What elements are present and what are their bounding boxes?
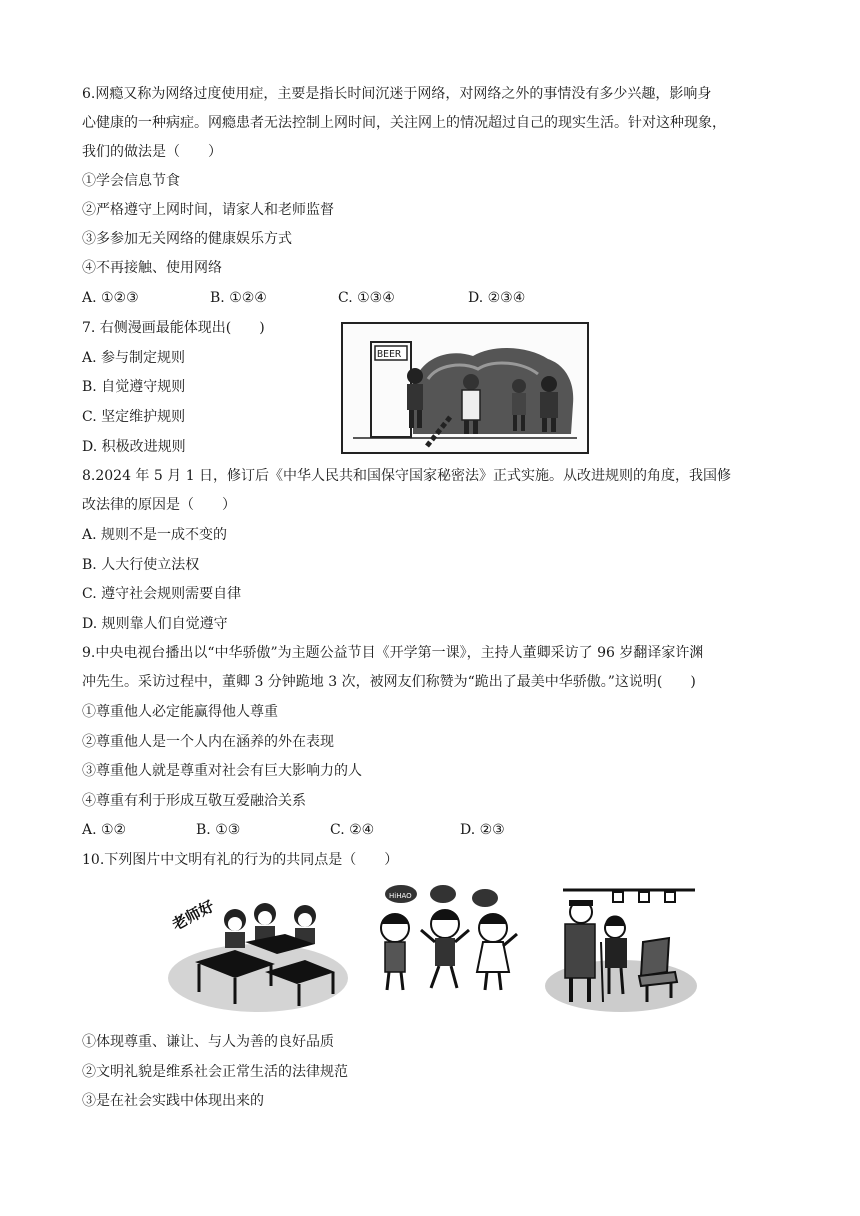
q9-stem-line-2: 冲先生。采访过程中，董卿 3 分钟跪地 3 次，被网友们称赞为“跪出了最美中华骄傲。”这说明( ) xyxy=(82,674,696,690)
q6-item-2: ②严格遵守上网时间，请家人和老师监督 xyxy=(82,202,334,218)
q6-item-4: ④不再接触、使用网络 xyxy=(82,260,222,276)
q8-option-a[interactable]: A. 规则不是一成不变的 xyxy=(82,527,228,543)
q6-option-d[interactable]: D. ②③④ xyxy=(468,290,526,306)
q9-item-4: ④尊重有利于形成互敬互爱融洽关系 xyxy=(82,793,306,809)
q9-option-a[interactable]: A. ①② xyxy=(82,822,127,838)
q9-stem-line-1: 9.中央电视台播出以“中华骄傲”为主题公益节目《开学第一课》，主持人董卿采访了 96 岁翻译家许渊 xyxy=(82,645,704,661)
q9-option-b[interactable]: B. ①③ xyxy=(196,822,241,838)
q9-item-3: ③尊重他人就是尊重对社会有巨大影响力的人 xyxy=(82,763,362,779)
q6-stem-line-1: 6.网瘾又称为网络过度使用症，主要是指长时间沉迷于网络，对网络之外的事情没有多少兴趣，影响身 xyxy=(82,86,712,102)
q10-item-3: ③是在社会实践中体现出来的 xyxy=(82,1093,264,1109)
q10-greeting-kids-drawing xyxy=(361,884,527,998)
q10-bus-seat-drawing xyxy=(543,882,699,1014)
q8-stem-line-1: 8.2024 年 5 月 1 日，修订后《中华人民共和国保守国家秘密法》正式实施。从改进规则的角度，我国修 xyxy=(82,468,732,484)
q6-stem-line-3: 我们的做法是（ ） xyxy=(82,144,222,160)
q7-comic-sign: BEER xyxy=(377,349,402,360)
q7-option-a[interactable]: A. 参与制定规则 xyxy=(82,350,186,366)
q8-option-c[interactable]: C. 遵守社会规则需要自律 xyxy=(82,586,242,602)
q10-item-1: ①体现尊重、谦让、与人为善的良好品质 xyxy=(82,1034,334,1050)
q7-stem: 7. 右侧漫画最能体现出( ) xyxy=(82,320,265,336)
q7-comic-drawing xyxy=(343,324,587,452)
q6-option-a[interactable]: A. ①②③ xyxy=(82,290,139,306)
q10-classroom-drawing xyxy=(165,880,351,1014)
q10-picture-3 xyxy=(543,882,699,1014)
q7-option-b[interactable]: B. 自觉遵守规则 xyxy=(82,379,186,395)
q7-option-c[interactable]: C. 坚定维护规则 xyxy=(82,409,186,425)
q10-stem: 10.下列图片中文明有礼的行为的共同点是（ ） xyxy=(82,852,399,868)
q10-greeting-caption: 老师好 xyxy=(169,896,218,934)
q6-stem-line-2: 心健康的一种病症。网瘾患者无法控制上网时间，关注网上的情况超过自己的现实生活。针对这种现象， xyxy=(82,115,726,131)
q6-option-c[interactable]: C. ①③④ xyxy=(338,290,395,306)
q6-item-3: ③多参加无关网络的健康娱乐方式 xyxy=(82,231,292,247)
q9-option-d[interactable]: D. ②③ xyxy=(460,822,505,838)
q7-option-d[interactable]: D. 积极改进规则 xyxy=(82,439,186,455)
q10-item-2: ②文明礼貌是维系社会正常生活的法律规范 xyxy=(82,1064,348,1080)
q9-item-2: ②尊重他人是一个人内在涵养的外在表现 xyxy=(82,734,334,750)
q10-picture-1 xyxy=(165,880,351,1014)
q10-picture-2 xyxy=(361,884,527,998)
q8-stem-line-2: 改法律的原因是（ ） xyxy=(82,497,236,513)
q7-comic-image xyxy=(341,322,589,454)
q6-item-1: ①学会信息节食 xyxy=(82,173,180,189)
q6-option-b[interactable]: B. ①②④ xyxy=(210,290,267,306)
q8-option-d[interactable]: D. 规则靠人们自觉遵守 xyxy=(82,616,228,632)
q8-option-b[interactable]: B. 人大行使立法权 xyxy=(82,557,200,573)
q10-speech-bubble: HiHAO xyxy=(389,892,412,900)
q9-option-c[interactable]: C. ②④ xyxy=(330,822,375,838)
q9-item-1: ①尊重他人必定能赢得他人尊重 xyxy=(82,704,278,720)
